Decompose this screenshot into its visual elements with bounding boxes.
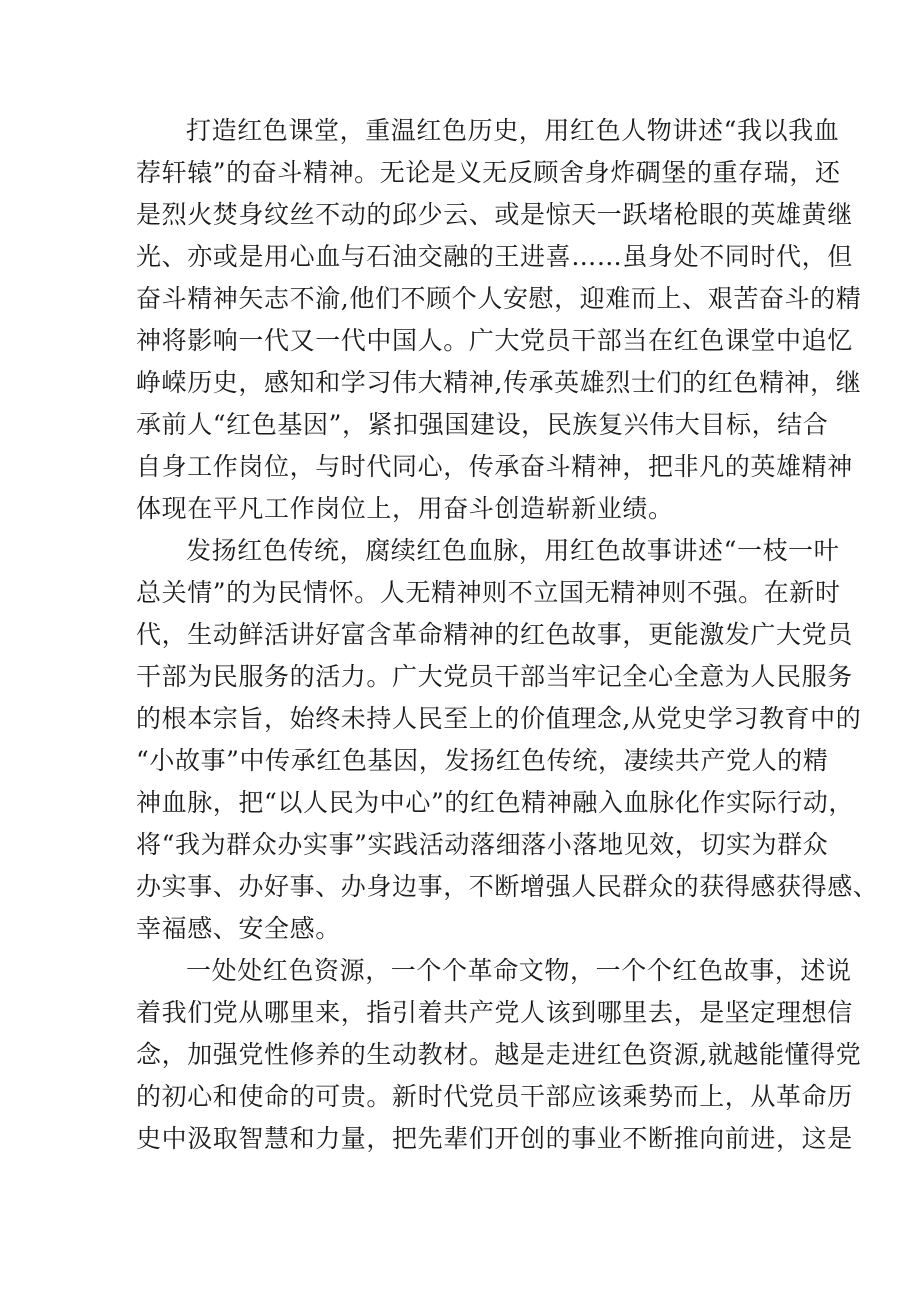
text-line: 幸福感、安全感。 xyxy=(136,914,341,943)
text-line: 一处处红色资源，一个个革命文物，一个个红色故事，述说 xyxy=(186,956,852,985)
text-line: 体现在平凡工作岗位上，用奋斗创造崭新业绩。 xyxy=(136,494,674,523)
text-line: 史中汲取智慧和力量，把先辈们开创的事业不断推向前进，这是 xyxy=(136,1124,853,1153)
text-line: 荐轩辕”的奋斗精神。无论是义无反顾舍身炸碉堡的重存瑞，还 xyxy=(136,158,841,187)
text-line: 峥嵘历史，感知和学习伟大精神,传承英雄烈士们的红色精神，继 xyxy=(136,368,862,397)
text-line: 发扬红色传统，腐续红色血脉，用红色故事讲述“一枝一叶 xyxy=(186,536,840,565)
text-line: 神血脉，把“以人民为中心”的红色精神融入血脉化作实际行动， xyxy=(136,788,854,817)
text-line: 奋斗精神矢志不渝,他们不顾个人安慰，迎难而上、艰苦奋斗的精 xyxy=(136,284,862,313)
text-line: 打造红色课堂，重温红色历史，用红色人物讲述“我以我血 xyxy=(186,116,840,145)
text-line: 干部为民服务的活力。广大党员干部当牢记全心全意为人民服务 xyxy=(136,662,853,691)
text-line: 的根本宗旨，始终未持人民至上的价值理念,从党史学习教育中的 xyxy=(136,704,862,733)
text-line: 念，加强党性修养的生动教材。越是走进红色资源,就越能懂得党 xyxy=(136,1040,862,1069)
text-line: 代，生动鲜活讲好富含革命精神的红色故事，更能激发广大党员 xyxy=(136,620,853,649)
paragraph-red-classroom xyxy=(136,110,862,530)
text-line: 总关情”的为民情怀。人无精神则不立国无精神则不强。在新时 xyxy=(136,578,841,607)
paragraph-red-resources xyxy=(136,950,862,1160)
text-line: 自身工作岗位，与时代同心，传承奋斗精神，把非凡的英雄精神 xyxy=(136,452,853,481)
text-line: “小故事”中传承红色基因，发扬红色传统，凄续共产党人的精 xyxy=(136,746,829,775)
text-line: 办实事、办好事、办身边事，不断增强人民群众的获得感获得感、 xyxy=(136,872,879,901)
text-line: 将“我为群众办实事”实践活动落细落小落地见效，切实为群众 xyxy=(136,830,829,859)
text-line: 神将影响一代又一代中国人。广大党员干部当在红色课堂中追忆 xyxy=(136,326,853,355)
text-line: 是烈火焚身纹丝不动的邱少云、或是惊天一跃堵枪眼的英雄黄继 xyxy=(136,200,853,229)
text-line: 光、亦或是用心血与石油交融的王进喜……虽身处不同时代，但 xyxy=(136,242,853,271)
text-line: 的初心和使命的可贵。新时代党员干部应该乘势而上，从革命历 xyxy=(136,1082,853,1111)
text-line: 着我们党从哪里来，指引着共产党人该到哪里去，是坚定理想信 xyxy=(136,998,853,1027)
document-body xyxy=(136,110,879,1160)
paragraph-red-tradition xyxy=(136,530,879,950)
text-line: 承前人“红色基因”，紧扣强国建设，民族复兴伟大目标，结合 xyxy=(136,410,829,439)
